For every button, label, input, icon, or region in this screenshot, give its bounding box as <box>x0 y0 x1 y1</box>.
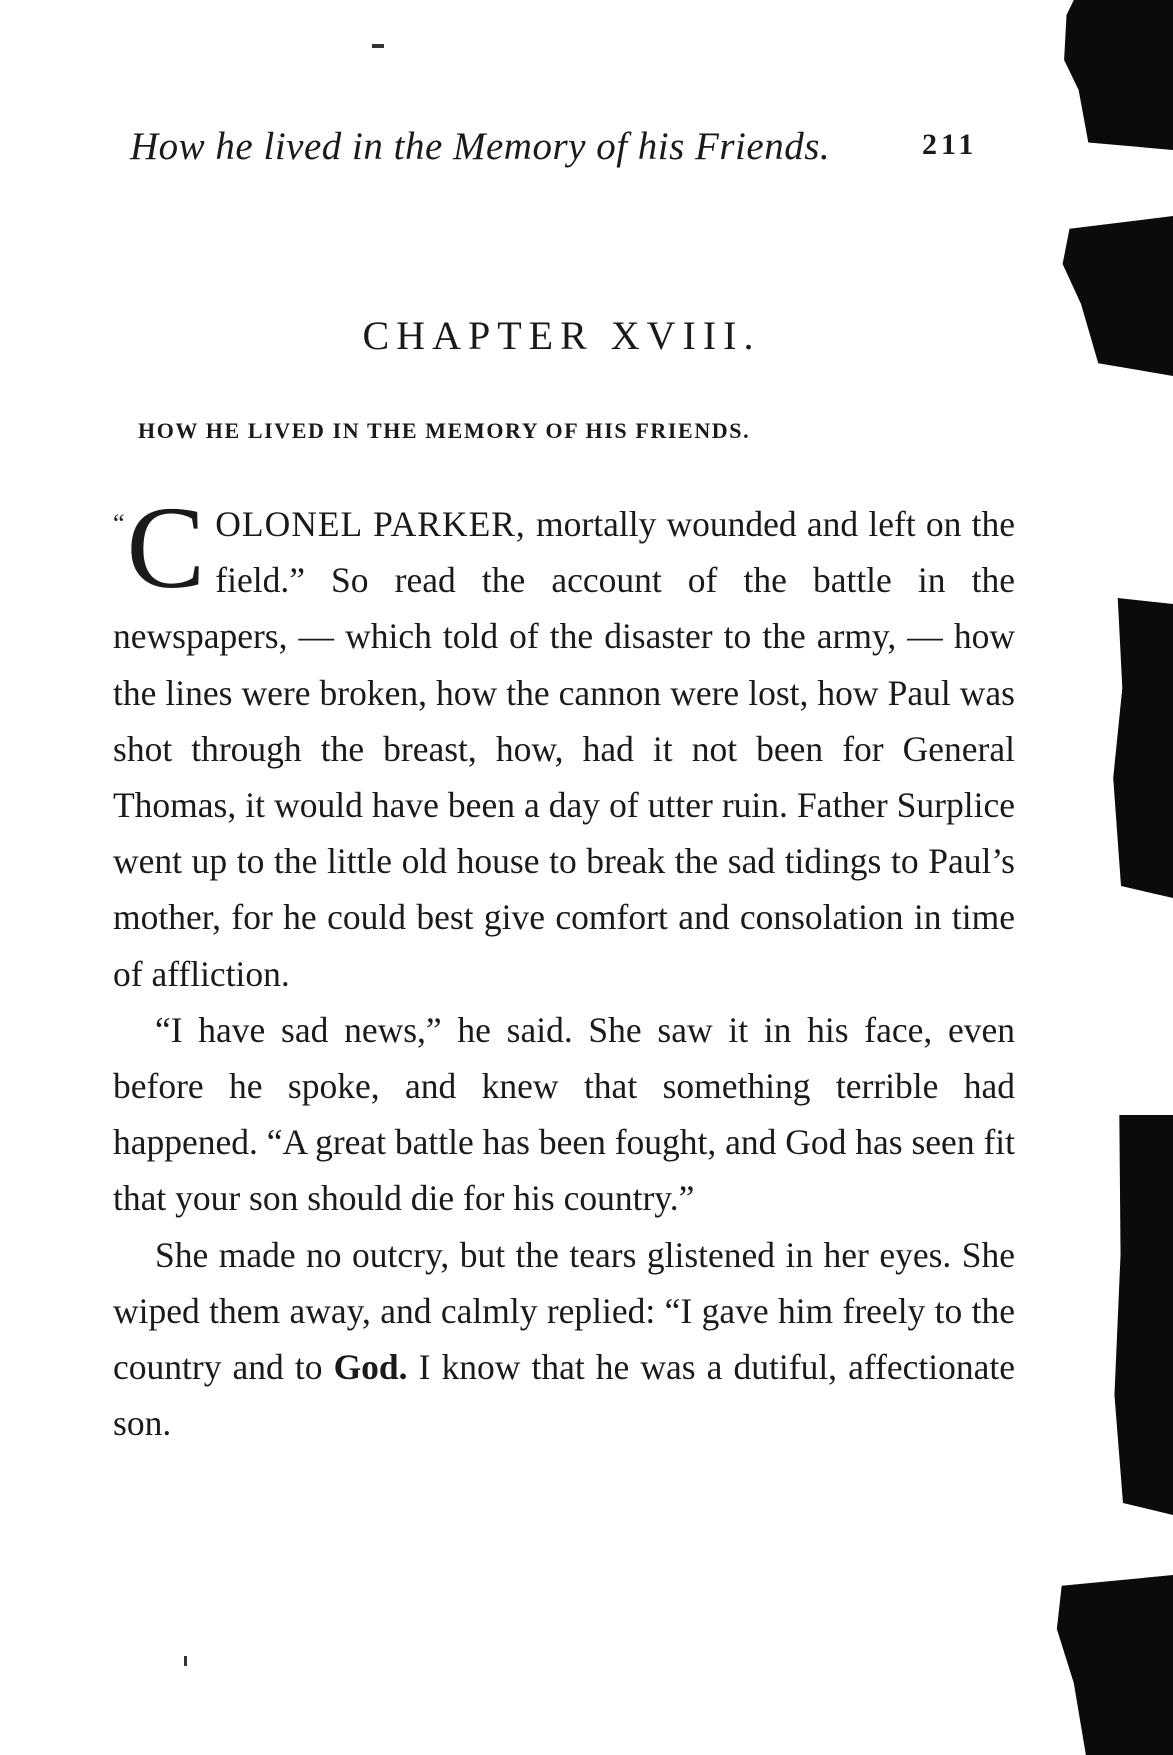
chapter-title-text: CHAPTER XVIII. <box>362 313 761 358</box>
running-head <box>130 122 1010 172</box>
scan-speck-bottom <box>184 1656 187 1666</box>
body-text <box>113 482 1016 1451</box>
paragraph-3-text-after: I know that he was a dutiful, affectionate son. <box>113 1347 1016 1444</box>
scan-edge-mark-4 <box>1112 1115 1173 1515</box>
paragraph-3-text-before: She made no outcry, but the tears glistened in her eyes. She wiped them away, and calmly replied: “I gave him freely to the country and to <box>113 1234 1015 1388</box>
paragraph-1-lead: OLONEL PARKER, <box>215 504 526 544</box>
drop-cap-quote: “ <box>113 509 125 538</box>
scan-edge-mark-5 <box>1052 1575 1173 1755</box>
chapter-subtitle: HOW HE LIVED IN THE MEMORY OF HIS FRIENDS. <box>138 418 751 443</box>
scan-edge-mark-3 <box>1108 598 1173 898</box>
paragraph-3 <box>113 1227 1015 1452</box>
drop-cap-group <box>113 482 211 613</box>
paragraph-2 <box>113 1002 1015 1227</box>
page-number: 211 <box>922 128 978 161</box>
paragraph-1 <box>113 482 1015 1002</box>
paragraph-1-text: mortally wounded and left on the field.” So read the account of the battle in the newspapers, — which told of the disaster to the army, — how the lines were broken, how the cannon were lost, how Paul was shot through the breast, how, had it not been for General Thomas, it would have been a day of utter ruin. Father Surplice went up to the little old house to break the sad tidings to Paul’s mother, for he could best give comfort and consolation in time of affliction. <box>113 504 1015 994</box>
scan-speck-top <box>372 44 384 48</box>
paragraph-3-bold-word: God. <box>333 1347 408 1388</box>
paragraph-2-text: “I have sad news,” he said. She saw it in his face, even before he spoke, and knew that something terrible had happened. “A great battle has been fought, and God has seen fit that your son should die for his country.” <box>113 1009 1015 1219</box>
scan-edge-mark-1 <box>1052 0 1173 150</box>
drop-cap: C <box>126 482 206 613</box>
chapter-title <box>0 312 1173 359</box>
running-head-title: How he lived in the Memory of his Friends. <box>130 125 831 168</box>
